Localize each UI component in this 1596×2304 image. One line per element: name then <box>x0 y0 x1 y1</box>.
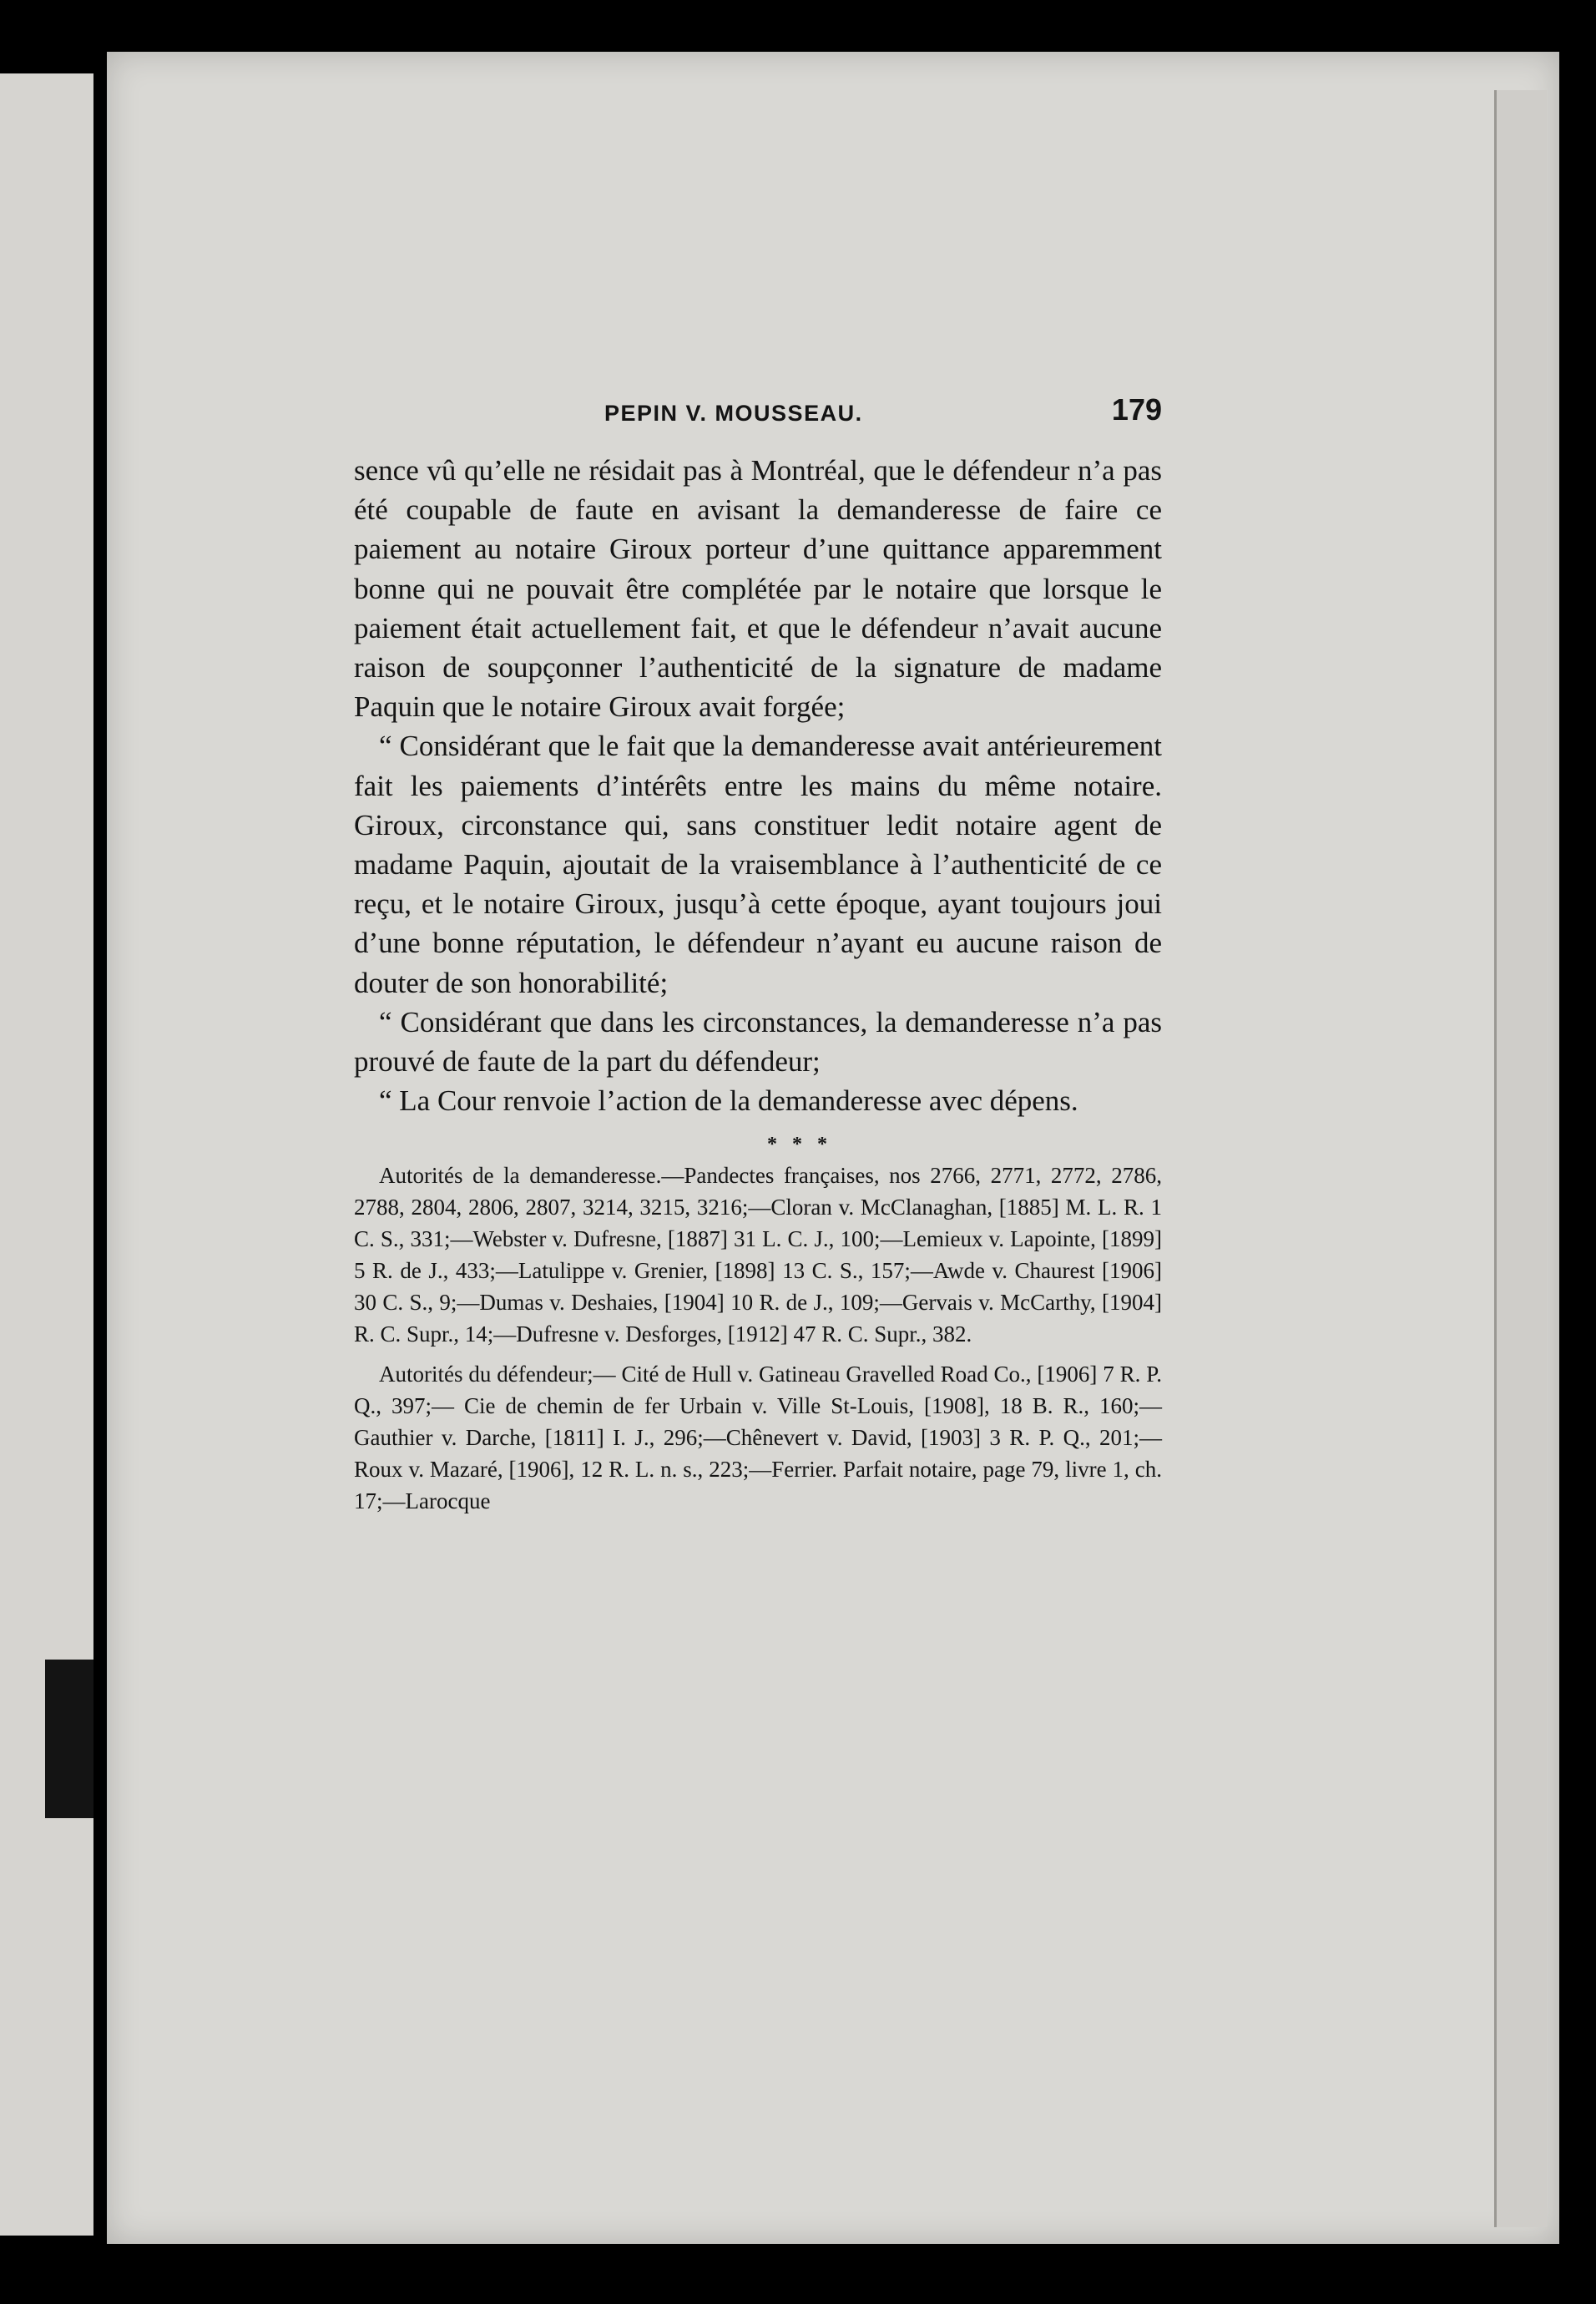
authorities-notes <box>354 1160 1162 1517</box>
body-paragraph: “ La Cour renvoie l’action de la demanderesse avec dépens. <box>379 1084 1078 1118</box>
body-paragraph: “ Considérant que dans les circonstances, la demanderesse n’a pas prouvé de faute de la part du défendeur; <box>354 1005 1162 1079</box>
body-paragraph: “ Considérant que le fait que la demanderesse avait antérieurement fait les paiements d’intérêts entre les mains du même notaire. Giroux, circonstance qui, sans constituer ledit notaire agent de madame Paquin, ajoutait de la vraisemblance à l’authenticité de ce reçu, et le notaire Giroux, jusqu’à cette époque, ayant toujours joui d’une bonne réputation, le défendeur n’ayant eu aucune raison de douter de son honorabilité; <box>354 730 1162 999</box>
page-content <box>354 392 1162 1517</box>
adjacent-page-edge <box>0 73 93 2236</box>
section-separator: * * * <box>767 1134 832 1156</box>
page-number: 179 <box>1111 392 1162 427</box>
page-stack-edge <box>1494 90 1547 2227</box>
running-header <box>354 392 1162 451</box>
authorities-defendant: Autorités du défendeur;— Cité de Hull v. Gatineau Gravelled Road Co., [1906] 7 R. P. Q., 397;— Cie de chemin de fer Urbain v. Ville St-Louis, [1908], 18 B. R., 160;—Gauthier v. Darche, [1811] I. J., 296;—Chênevert v. David, [1903] 3 R. P. Q., 201;—Roux v. Mazaré, [1906], 12 R. L. n. s., 223;—Ferrier. Parfait notaire, page 79, livre 1, ch. 17;—Larocque <box>354 1362 1162 1514</box>
running-title: PEPIN V. MOUSSEAU. <box>604 401 863 426</box>
authorities-plaintiff: Autorités de la demanderesse.—Pandectes françaises, nos 2766, 2771, 2772, 2786, 2788, 2804, 2806, 2807, 3214, 3215, 3216;—Cloran v. McClanaghan, [1885] M. L. R. 1 C. S., 331;—Webster v. Dufresne, [1887] 31 L. C. J., 100;—Lemieux v. Lapointe, [1899] 5 R. de J., 433;—Latulippe v. Grenier, [1898] 13 C. S., 157;—Awde v. Chaurest [1906] 30 C. S., 9;—Dumas v. Deshaies, [1904] 10 R. de J., 109;—Gervais v. McCarthy, [1904] R. C. Supr., 14;—Dufresne v. Desforges, [1912] 47 R. C. Supr., 382. <box>354 1163 1162 1347</box>
body-paragraph: sence vû qu’elle ne résidait pas à Montréal, que le défendeur n’a pas été coupable de faute en avisant la demanderesse de faire ce paiement au notaire Giroux porteur d’une quittance apparemment bonne qui ne pouvait être complétée par le notaire que lorsque le paiement était actuellement fait, et que le défendeur n’avait aucune raison de soupçonner l’authenticité de la signature de madame Paquin que le notaire Giroux avait forgée; <box>354 454 1162 724</box>
body-text <box>354 451 1162 1120</box>
binding-strip <box>45 1660 93 1818</box>
